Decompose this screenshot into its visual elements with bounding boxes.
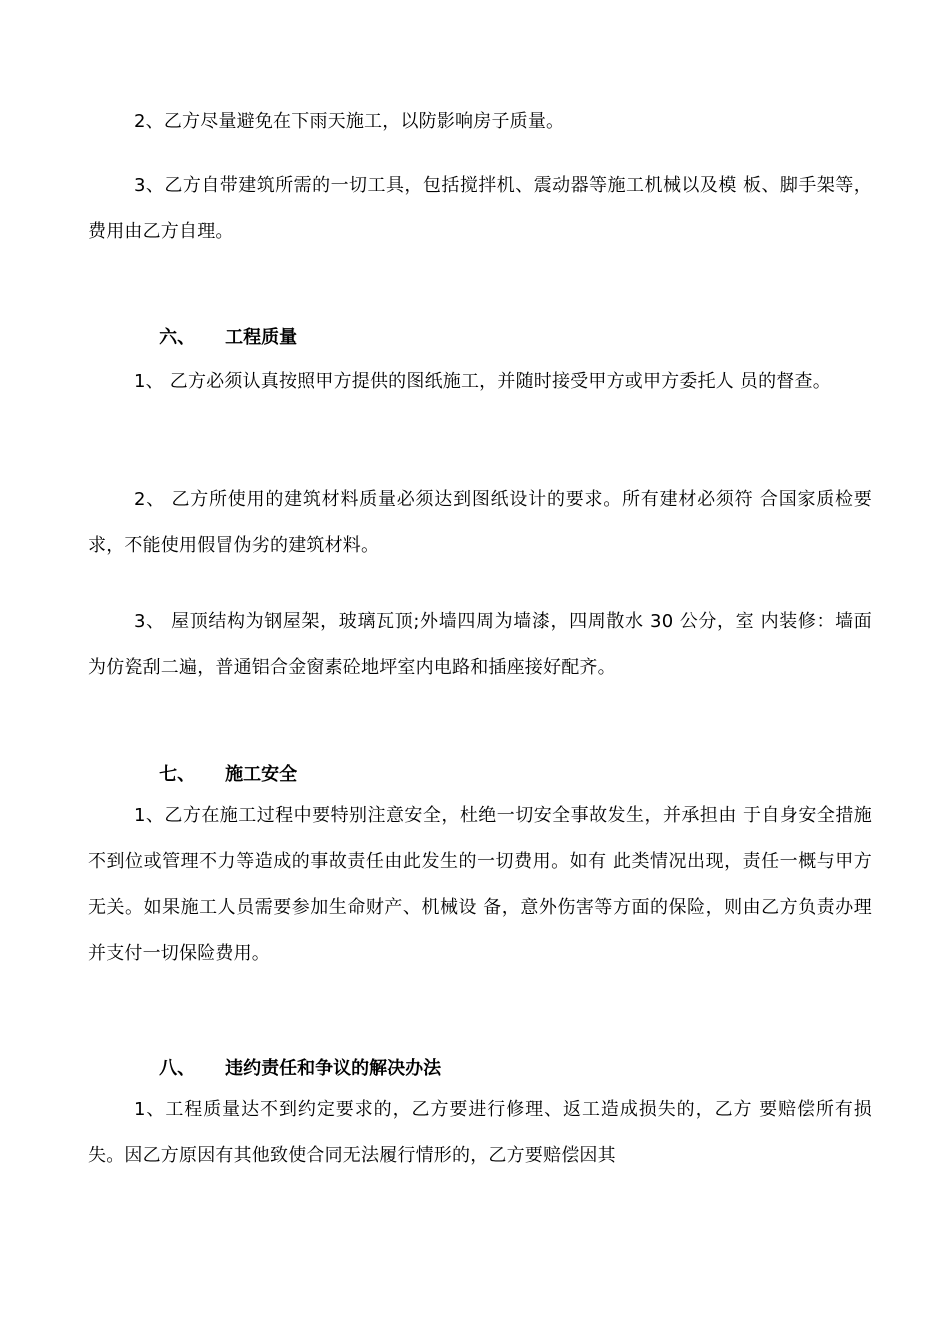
section-title: 违约责任和争议的解决办法 [225,1058,442,1079]
paragraph: 3、乙方自带建筑所需的一切工具，包括搅拌机、震动器等施工机械以及模 板、脚手架等，费用由乙方自理。 [88,175,872,242]
paragraph: 2、 乙方所使用的建筑材料质量必须达到图纸设计的要求。所有建材必须符 合国家质检要求，不能使用假冒伪劣的建筑材料。 [88,489,872,556]
paragraph: 1、乙方在施工过程中要特别注意安全，杜绝一切安全事故发生，并承担由 于自身安全措施不到位或管理不力等造成的事故责任由此发生的一切费用。如有 此类情况出现，责任一概与甲方无关。如果施工人员需要参加生命财产、机械设 备，意外伤害等方面的保险，则由乙方负责办理并支付一切保险费用。 [88,805,872,964]
paragraph: 3、 屋顶结构为钢屋架，玻璃瓦顶;外墙四周为墙漆，四周散水 30 公分，室 内装修：墙面为仿瓷刮二遍，普通铝合金窗素砼地坪室内电路和插座接好配齐。 [88,611,872,678]
section-title: 工程质量 [225,327,298,348]
section-number: 八、 [159,1058,196,1079]
section-number: 七、 [159,764,196,785]
paragraph: 1、工程质量达不到约定要求的，乙方要进行修理、返工造成损失的，乙方 要赔偿所有损失。因乙方原因有其他致使合同无法履行情形的，乙方要赔偿因其 [88,1099,872,1166]
paragraph: 1、 乙方必须认真按照甲方提供的图纸施工，并随时接受甲方或甲方委托人 员的督查。 [134,371,831,392]
paragraph: 2、乙方尽量避免在下雨天施工，以防影响房子质量。 [134,111,565,132]
section-number: 六、 [159,327,196,348]
section-title: 施工安全 [225,764,298,785]
